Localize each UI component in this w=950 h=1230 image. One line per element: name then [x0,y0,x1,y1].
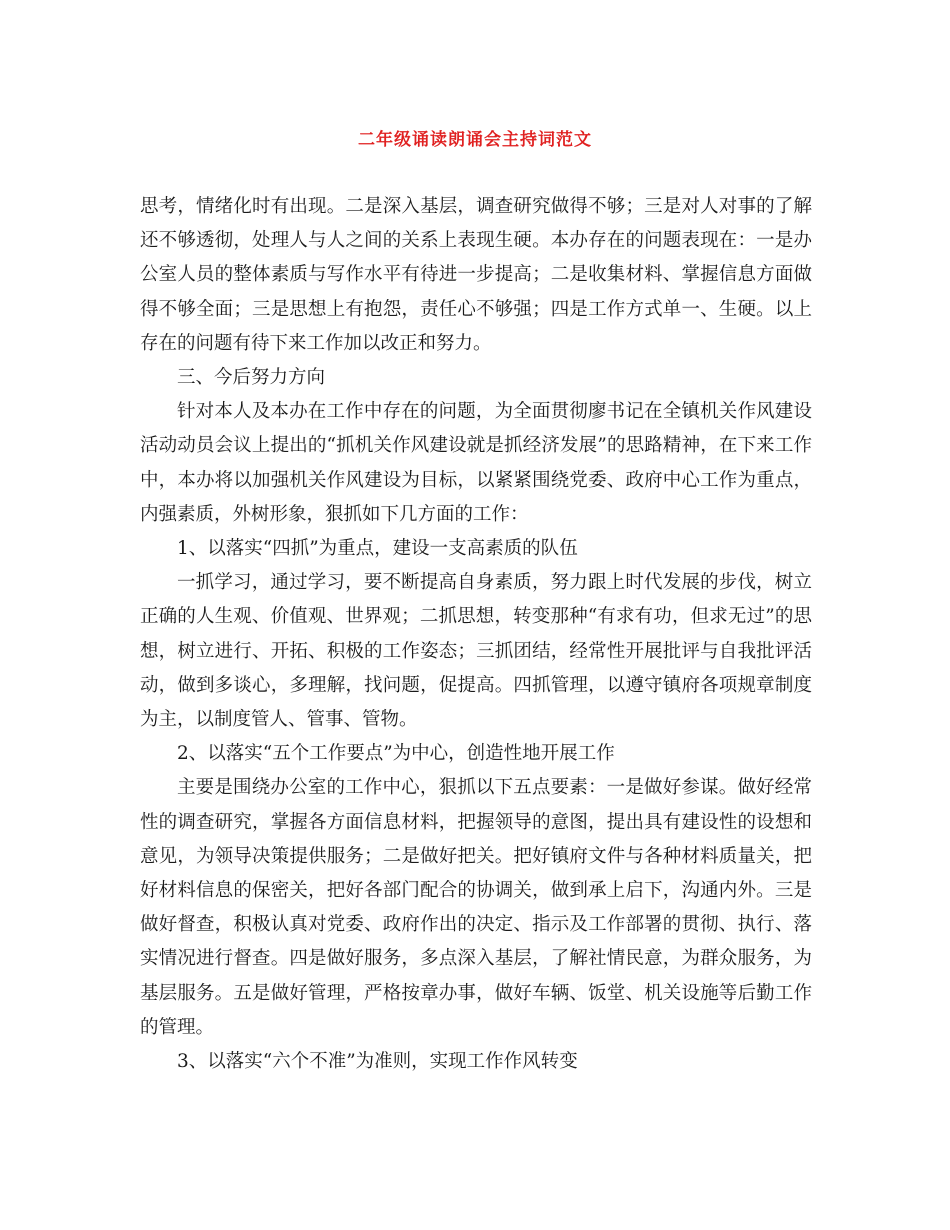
document-title: 二年级诵读朗诵会主持词范文 [358,130,592,150]
paragraph-five-points: 主要是围绕办公室的工作中心，狠抓以下五点要素：一是做好参谋。做好经常性的调查研究，掌握各方面信息材料，把握领导的意图，提出具有建设性的设想和意见，为领导决策提供服务；二是做好把关。把好镇府文件与各种材料质量关，把好材料信息的保密关，把好各部门配合的协调关，做到承上启下，沟通内外。三是做好督查，积极认真对党委、政府作出的决定、指示及工作部署的贯彻、执行、落实情况进行督查。四是做好服务，多点深入基层，了解社情民意，为群众服务，为基层服务。五是做好管理，严格按章办事，做好车辆、饭堂、机关设施等后勤工作的管理。 [140,777,812,1038]
paragraph-intro: 针对本人及本办在工作中存在的问题，为全面贯彻廖书记在全镇机关作风建设活动动员会议上提出的“抓机关作风建设就是抓经济发展”的思路精神，在下来工作中，本办将以加强机关作风建设为目标，以紧紧围绕党委、政府中心工作为重点，内强素质，外树形象，狠抓如下几方面的工作： [140,401,812,525]
paragraph-four-points: 一抓学习，通过学习，要不断提高自身素质，努力跟上时代发展的步伐，树立正确的人生观、价值观、世界观；二抓思想，转变那种“有求有功，但求无过”的思想，树立进行、开拓、积极的工作姿态；三抓团结，经常性开展批评与自我批评活动，做到多谈心，多理解，找问题，促提高。四抓管理，以遵守镇府各项规章制度为主，以制度管人、管事、管物。 [140,572,812,731]
subheading-3: 3、以落实“六个不准”为准则，实现工作作风转变 [177,1051,578,1073]
subheading-2: 2、以落实“五个工作要点”为中心，创造性地开展工作 [177,743,615,765]
subheading-1: 1、以落实“四抓”为重点，建设一支高素质的队伍 [177,538,578,560]
section-heading-3: 三、今后努力方向 [177,367,326,389]
document-body [140,190,812,1079]
paragraph-continuation: 思考，情绪化时有出现。二是深入基层，调查研究做得不够；三是对人对事的了解还不够透彻，处理人与人之间的关系上表现生硬。本办存在的问题表现在：一是办公室人员的整体素质与写作水平有待进一步提高；二是收集材料、掌握信息方面做得不够全面；三是思想上有抱怨，责任心不够强；四是工作方式单一、生硬。以上存在的问题有待下来工作加以改正和努力。 [140,196,812,354]
